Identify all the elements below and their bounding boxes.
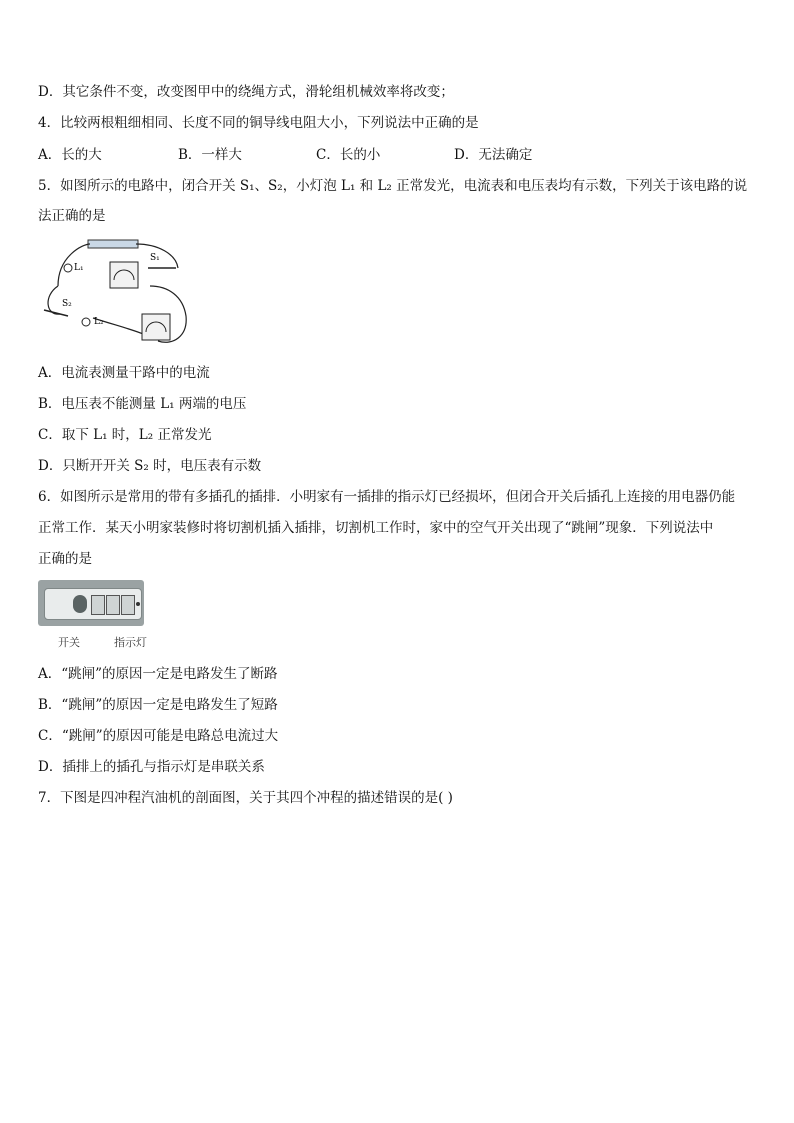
q6-stem-line2: 正常工作．某天小明家装修时将切割机插入插排，切割机工作时，家中的空气开关出现了“跳闸”现象．下列说法中 — [38, 520, 714, 536]
q6-stem-line1: 6．如图所示是常用的带有多插孔的插排．小明家有一插排的指示灯已经损坏，但闭合开关后插孔上连接的用电器仍能 — [38, 489, 736, 505]
circuit-label-s1: S₁ — [150, 253, 160, 263]
caption-indicator: 指示灯 — [114, 636, 147, 649]
q7-stem: 7．下图是四冲程汽油机的剖面图，关于其四个冲程的描述错误的是( ) — [38, 790, 453, 806]
q5-option-b: B．电压表不能测量 L₁ 两端的电压 — [38, 396, 247, 412]
q5-stem-line2: 法正确的是 — [38, 208, 106, 224]
socket-icon — [106, 595, 120, 615]
q5-option-a: A．电流表测量干路中的电流 — [38, 365, 210, 381]
q6-option-c: C．“跳闸”的原因可能是电路总电流过大 — [38, 728, 279, 744]
q4-option-b: B．一样大 — [178, 147, 242, 163]
indicator-light-icon — [136, 602, 140, 606]
switch-button-icon — [73, 595, 87, 613]
power-strip-photo — [38, 580, 144, 626]
q6-stem-line3: 正确的是 — [38, 551, 92, 567]
socket-icon — [91, 595, 105, 615]
q6-option-d: D．插排上的插孔与指示灯是串联关系 — [38, 759, 265, 775]
caption-switch: 开关 — [58, 636, 80, 649]
q5-option-c: C．取下 L₁ 时，L₂ 正常发光 — [38, 427, 212, 443]
q4-option-d: D．无法确定 — [454, 147, 533, 163]
q4-option-a: A．长的大 — [38, 147, 102, 163]
circuit-label-l2: L₂ — [94, 317, 104, 327]
circuit-label-s2: S₂ — [62, 299, 72, 309]
power-strip-figure — [38, 580, 158, 652]
q5-option-d: D．只断开开关 S₂ 时，电压表有示数 — [38, 458, 262, 474]
socket-icon — [121, 595, 135, 615]
q4-option-c: C．长的小 — [316, 147, 381, 163]
circuit-label-l1: L₁ — [74, 263, 84, 273]
q5-stem-line1: 5．如图所示的电路中，闭合开关 S₁、S₂，小灯泡 L₁ 和 L₂ 正常发光，电流表和电压表均有示数，下列关于该电路的说 — [38, 178, 748, 194]
circuit-figure — [38, 236, 188, 354]
q3-option-d: D．其它条件不变，改变图甲中的绕绳方式，滑轮组机械效率将改变； — [38, 84, 454, 100]
q4-stem: 4．比较两根粗细相同、长度不同的铜导线电阻大小，下列说法中正确的是 — [38, 115, 479, 131]
q6-option-a: A．“跳闸”的原因一定是电路发生了断路 — [38, 666, 278, 682]
q6-option-b: B．“跳闸”的原因一定是电路发生了短路 — [38, 697, 278, 713]
